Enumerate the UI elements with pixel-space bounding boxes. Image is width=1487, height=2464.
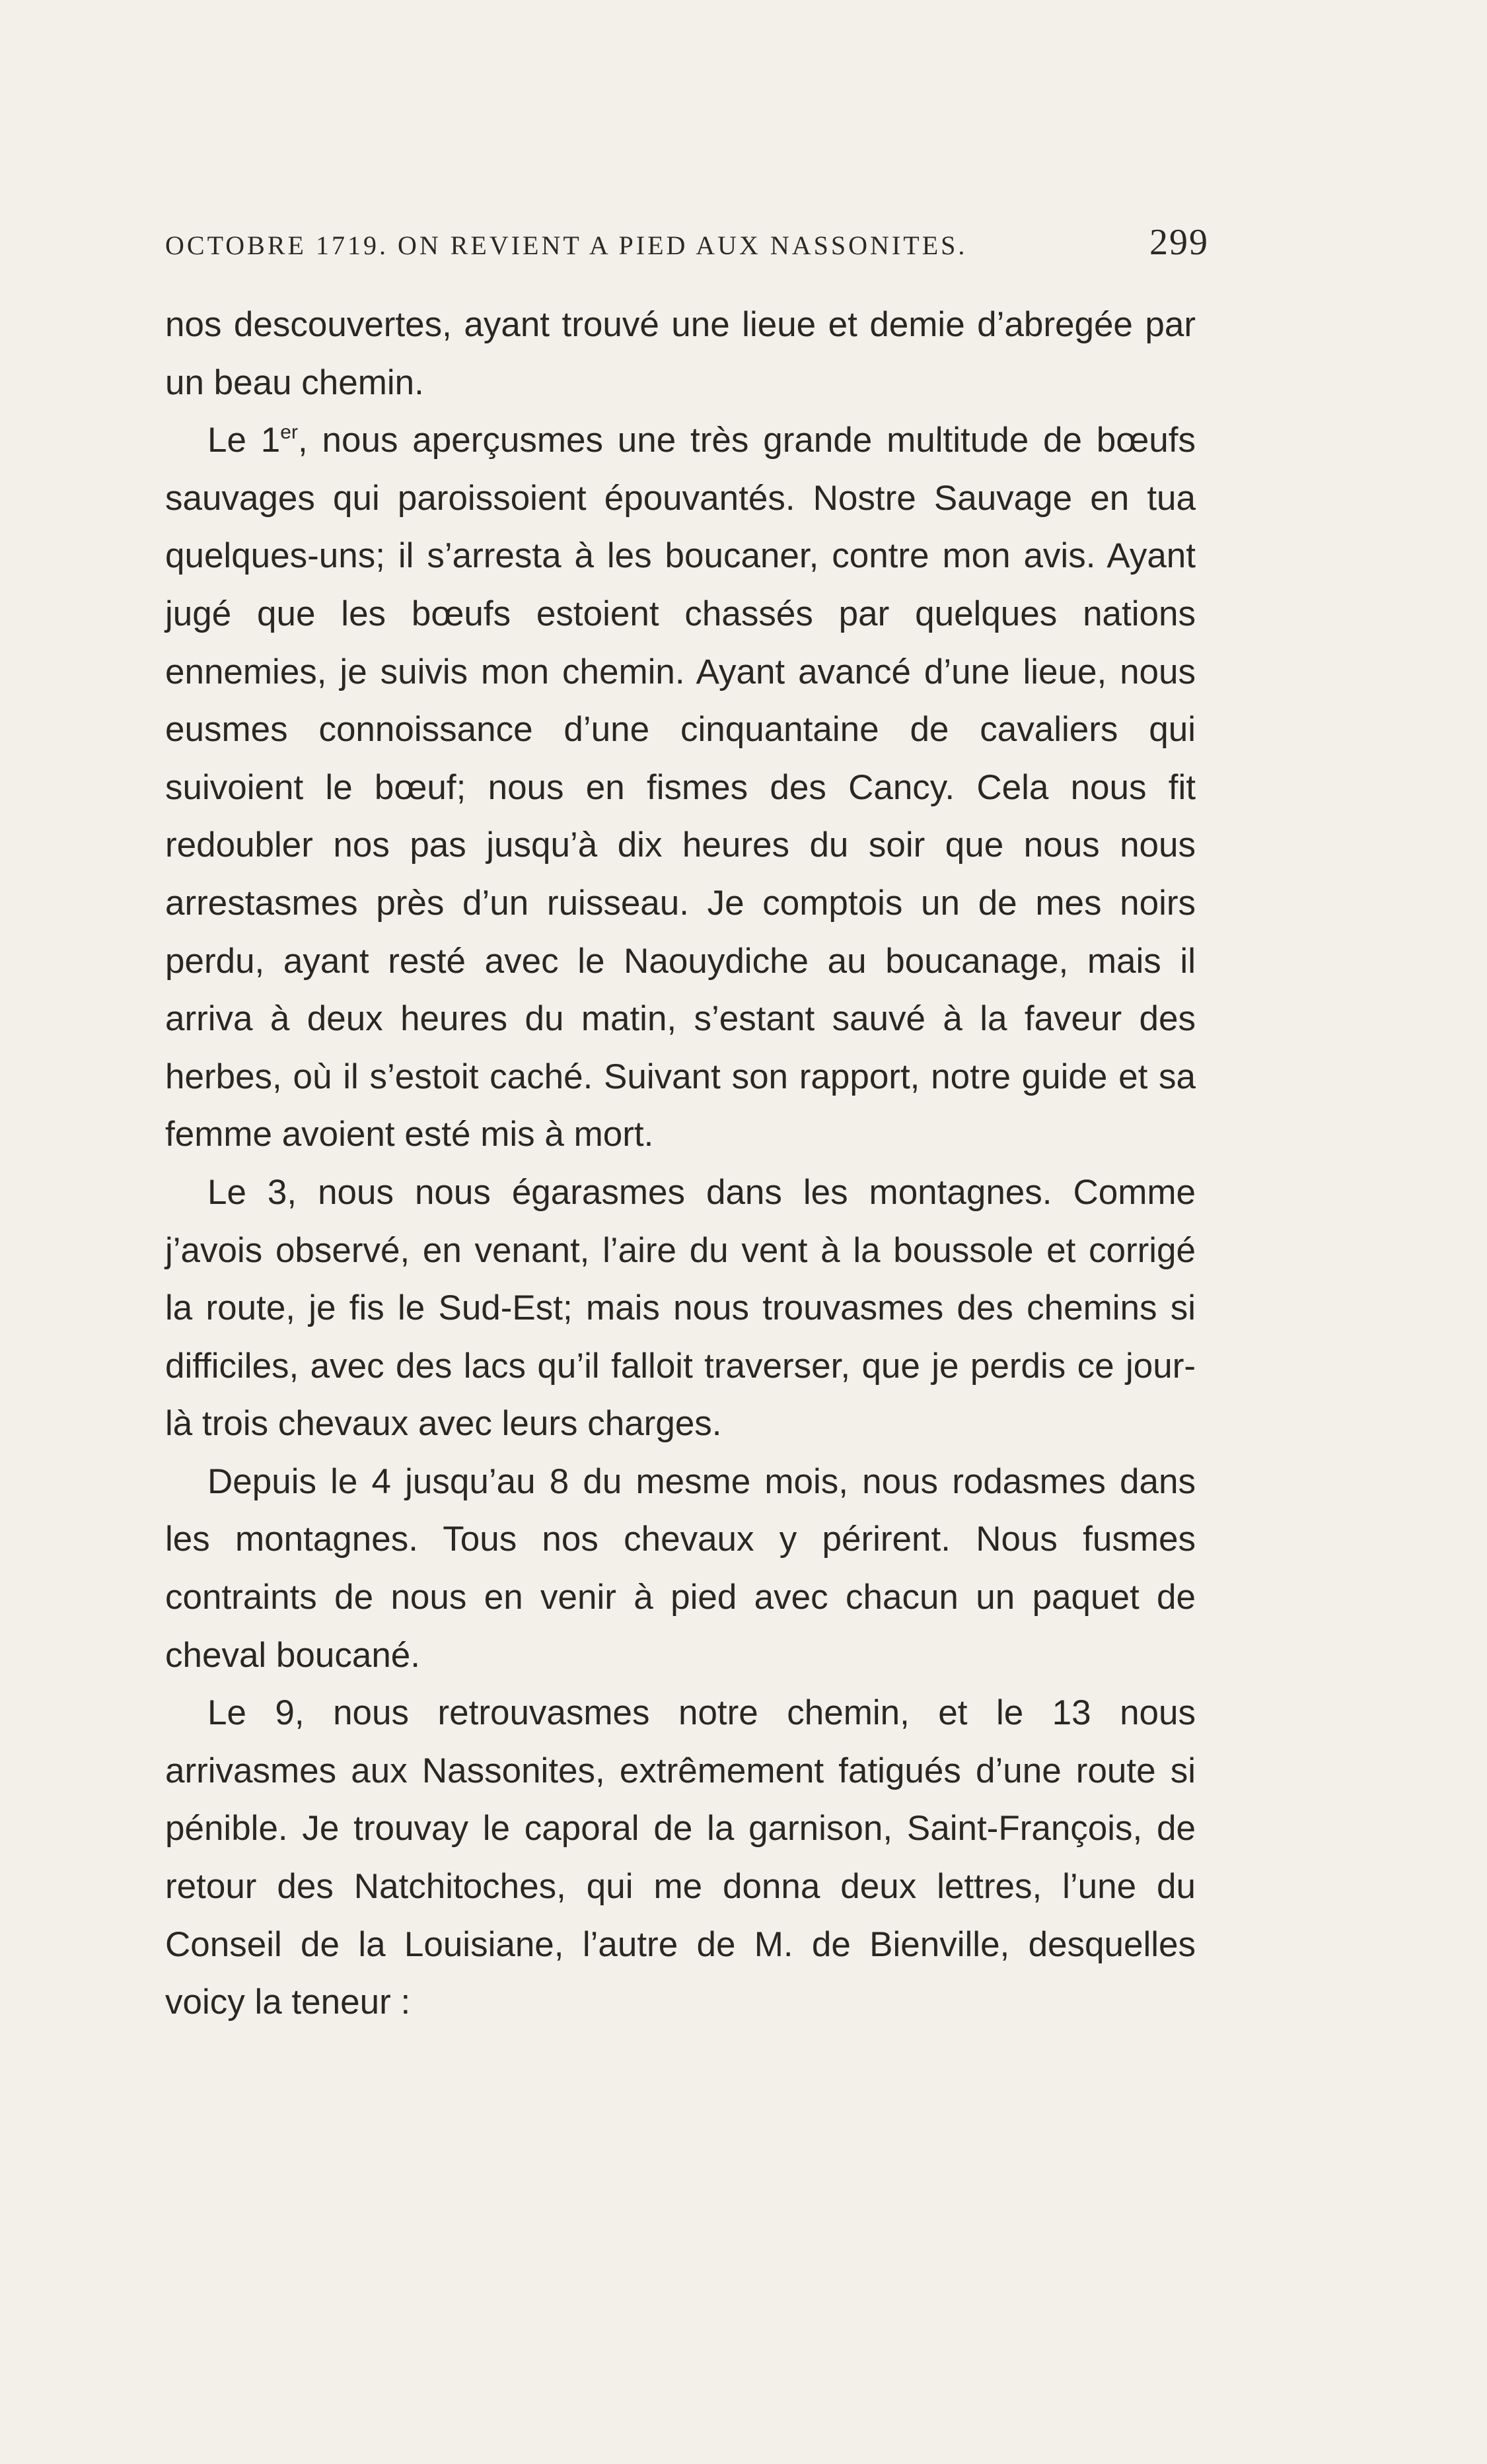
- paragraph-1: nos descouvertes, ayant trouvé une lieue et demie d’abregée par un beau chemin.: [165, 305, 1196, 402]
- body-text: [165, 296, 1196, 2031]
- paragraph-3: Le 3, nous nous égarasmes dans les montagnes. Comme j’avois observé, en venant, l’aire du vent à la boussole et corrigé la route, je fis le Sud-Est; mais nous trouvasmes des chemins si difficiles, avec des lacs qu’il falloit traverser, que je perdis ce jour-là trois chevaux avec leurs charges.: [165, 1172, 1196, 1444]
- running-head: [165, 221, 1209, 267]
- ordinal-superscript: er: [280, 421, 298, 444]
- paragraph-5: Le 9, nous retrouvasmes notre chemin, et le 13 nous arrivasmes aux Nassonites, extrêmement fatigués d’une route si pénible. Je trouvay le caporal de la garnison, Saint-François, de retour des Natchitoches, qui me donna deux lettres, l’une du Conseil de la Louisiane, l’autre de M. de Bienville, desquelles voicy la teneur :: [165, 1693, 1196, 2022]
- paragraph-2: Le 1er, nous aperçusmes une très grande multitude de bœufs sauvages qui paroissoient épouvantés. Nostre Sauvage en tua quelques-uns; il s’arresta à les boucaner, contre mon avis. Ayant jugé que les bœufs estoient chassés par quelques nations ennemies, je suivis mon chemin. Ayant avancé d’une lieue, nous eusmes connoissance d’une cinquantaine de cavaliers qui suivoient le bœuf; nous en fismes des Cancy. Cela nous fit redoubler nos pas jusqu’à dix heures du soir que nous nous arrestasmes près d’un ruisseau. Je comptois un de mes noirs perdu, ayant resté avec le Naouydiche au boucanage, mais il arriva à deux heures du matin, s’estant sauvé à la faveur des herbes, où il s’estoit caché. Suivant son rapport, notre guide et sa femme avoient esté mis à mort.: [165, 421, 1196, 1154]
- paragraph-4: Depuis le 4 jusqu’au 8 du mesme mois, nous rodasmes dans les montagnes. Tous nos chevaux y périrent. Nous fusmes contraints de nous en venir à pied avec chacun un paquet de cheval boucané.: [165, 1461, 1196, 1675]
- page-number: 299: [1149, 222, 1209, 263]
- running-title: OCTOBRE 1719. ON REVIENT A PIED AUX NASSONITES.: [165, 230, 968, 260]
